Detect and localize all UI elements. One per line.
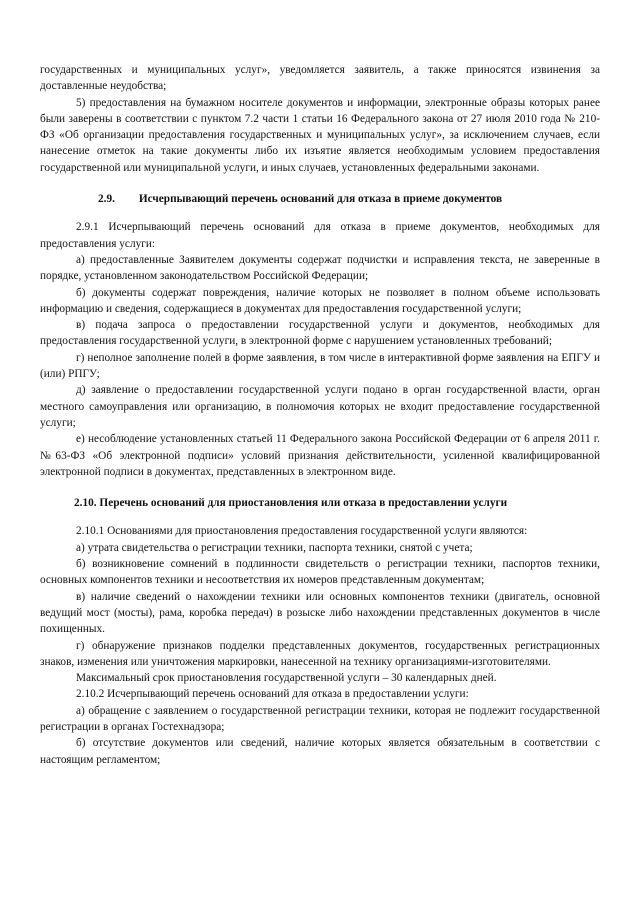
list-item-e: е) несоблюдение установленных статьей 11 Федерального закона Российской Федерации от 6 апреля 2011 г. №63-ФЗ «Об электронной подписи» условий признания действительности, усиленной квалифицированной электронной подписи в документах, представленных в электронном виде. xyxy=(40,433,600,478)
spacer xyxy=(40,176,600,191)
list-item-b: б) возникновение сомнений в подлинности свидетельств о регистрации техники, паспортов техники, основных компонентов техники и несоответствия их номеров представленным документам; xyxy=(40,558,600,587)
spacer xyxy=(40,511,600,523)
section-heading-2-9 xyxy=(40,191,600,207)
list-item-g: г) обнаружение признаков подделки представленных документов, государственных регистрационных знаков, изменения или уничтожения маркировки, нанесенной на технику организациями-изготовителями. xyxy=(40,639,600,668)
section-number: 2.9. xyxy=(98,193,115,206)
section-title: Исчерпывающий перечень оснований для отказа в приеме документов xyxy=(138,193,503,206)
spacer xyxy=(40,207,600,219)
paragraph-2-9-1: 2.9.1 Исчерпывающий перечень оснований для отказа в приеме документов, необходимых для предоставления услуги: xyxy=(40,221,600,250)
list-item-b: б) документы содержат повреждения, наличие которых не позволяет в полном объеме использовать информацию и сведения, содержащиеся в документах для предоставления государственной услуги; xyxy=(40,286,600,315)
list-item-v: в) наличие сведений о нахождении техники или основных компонентов техники (двигатель, основной ведущий мост (мосты), рама, коробка передач) в розыске либо нахождении представленных документов в числе похищенных. xyxy=(40,590,600,636)
paragraph-continuation: государственных и муниципальных услуг», уведомляется заявитель, а также приносятся извинения за доставленные неудобства; xyxy=(40,64,600,93)
paragraph-2-10-2: 2.10.2 Исчерпывающий перечень оснований для отказа в предоставлении услуги: xyxy=(76,688,469,701)
section-heading-2-10: 2.10. Перечень оснований для приостановления или отказа в предоставлении услуги xyxy=(74,497,508,510)
list-item-a: а) обращение с заявлением о государственной регистрации техники, которая не подлежит государственной регистрации в органах Гостехнадзора; xyxy=(40,704,600,733)
paragraph-2-10-1: 2.10.1 Основаниями для приостановления предоставления государственной услуги являются: xyxy=(76,525,528,538)
list-item-b: б) отсутствие документов или сведений, наличие которых является обязательным в соответствии с настоящим регламентом; xyxy=(40,737,600,766)
list-item-d: д) заявление о предоставлении государственной услуги подано в орган государственной власти, орган местного самоуправления или организацию, в полномочия которых не входит предоставление государственной услуги; xyxy=(40,384,600,429)
paragraph-item-5: 5) предоставления на бумажном носителе документов и информации, электронные образы которых ранее были заверены в соответствии с пунктом 7.2 части 1 статьи 16 Федерального закона от 27 июля 2010 года № 210-ФЗ «Об организации предоставления государственных и муниципальных услуг», за исключением случаев, если нанесение отметок на такие документы либо их изъятие является необходимым условием предоставления государственной или муниципальной услуги, и иных случаев, установленных федеральными законами. xyxy=(40,96,600,174)
list-item-v: в) подача запроса о предоставлении государственной услуги и документов, необходимых для предоставления государственной услуги, в электронной форме с нарушением установленных требований; xyxy=(40,319,600,348)
spacer xyxy=(40,480,600,495)
paragraph-max-term: Максимальный срок приостановления государственной услуги – 30 календарных дней. xyxy=(76,672,497,685)
list-item-g: г) неполное заполнение полей в форме заявления, в том числе в интерактивной форме заявления на ЕПГУ и (или) РПГУ; xyxy=(40,351,600,381)
list-item-a: а) предоставленные Заявителем документы содержат подчистки и исправления текста, не заверенные в порядке, установленном законодательством Российской Федерации; xyxy=(40,253,600,283)
list-item-a: а) утрата свидетельства о регистрации техники, паспорта техники, снятой с учета; xyxy=(76,541,473,554)
